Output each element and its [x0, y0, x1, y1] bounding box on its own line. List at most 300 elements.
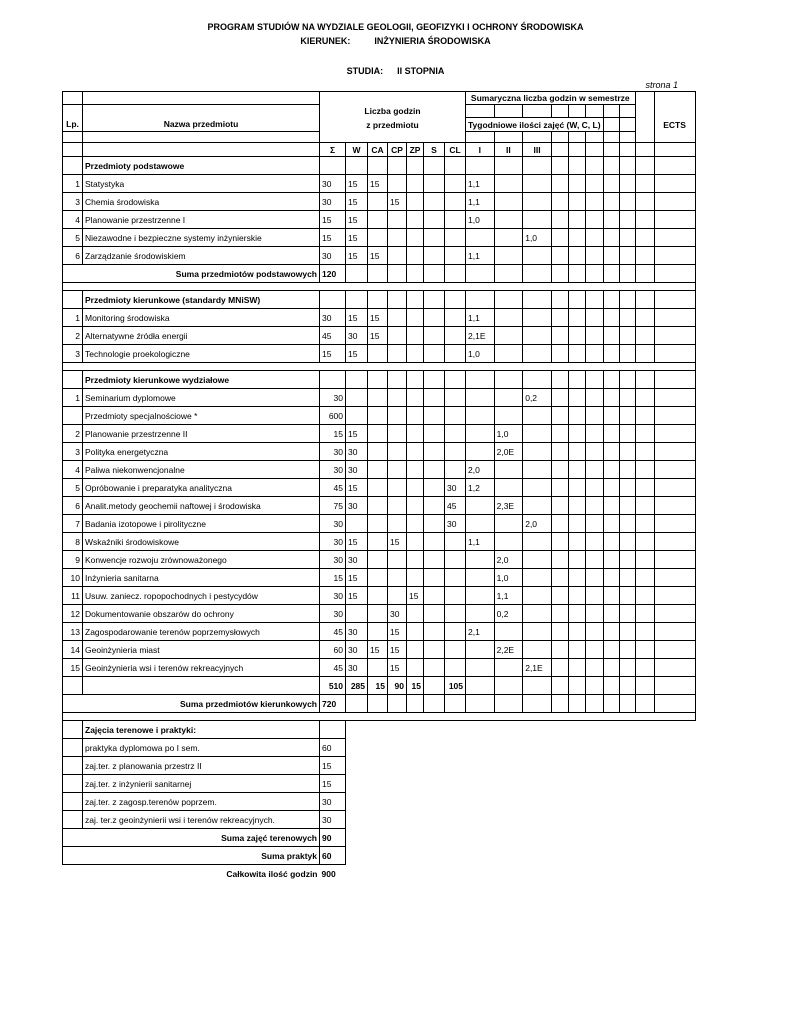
- grand-total-label: Całkowita ilość godzin: [226, 868, 318, 879]
- empty-cell: [654, 407, 695, 425]
- hours-cell: [445, 623, 466, 641]
- hours-cell: 30: [320, 461, 346, 479]
- field-of-study-value: INŻYNIERIA ŚRODOWISKA: [374, 36, 491, 46]
- semester-cell: 1,0: [523, 229, 552, 247]
- empty-cell: [63, 371, 83, 389]
- hours-cell: 30: [346, 327, 368, 345]
- semester-cell: [466, 497, 495, 515]
- hours-cell: [424, 229, 445, 247]
- hours-cell: 30: [320, 309, 346, 327]
- total-value: 510: [320, 677, 346, 695]
- semester-cell: [523, 211, 552, 229]
- semester-cell: 1,0: [494, 425, 523, 443]
- section-header-row: [63, 157, 696, 175]
- hours-cell: 600: [320, 407, 346, 425]
- empty-cell: [569, 407, 586, 425]
- empty-cell: [466, 695, 495, 713]
- hours-cell: [407, 641, 424, 659]
- semester-cell: 1,1: [494, 587, 523, 605]
- hours-cell: [445, 345, 466, 363]
- course-number: 6: [63, 497, 83, 515]
- course-name: Seminarium dyplomowe: [83, 389, 320, 407]
- hours-cell: [424, 327, 445, 345]
- empty-cell: [585, 309, 603, 327]
- spacer-cell: [63, 283, 696, 291]
- empty-cell: [635, 371, 654, 389]
- empty-cell: [585, 175, 603, 193]
- empty-cell: [494, 695, 523, 713]
- hours-cell: [445, 389, 466, 407]
- hours-cell: [424, 247, 445, 265]
- empty-cell: [585, 265, 603, 283]
- empty-cell: [445, 291, 466, 309]
- hours-cell: 30: [320, 551, 346, 569]
- empty-cell: [424, 371, 445, 389]
- field-practice-row: [63, 739, 696, 757]
- empty-cell: [585, 443, 603, 461]
- empty-cell: [654, 497, 695, 515]
- empty-cell: [551, 623, 569, 641]
- empty-cell: [585, 497, 603, 515]
- hours-cell: [407, 479, 424, 497]
- empty-cell: [654, 193, 695, 211]
- empty-cell: [445, 371, 466, 389]
- hours-cell: [388, 461, 407, 479]
- field-of-study: [0, 36, 791, 46]
- empty-cell: [551, 641, 569, 659]
- empty-cell: [635, 425, 654, 443]
- semester-cell: [494, 533, 523, 551]
- course-number: 5: [63, 479, 83, 497]
- empty-cell: [569, 515, 586, 533]
- section-title: Przedmioty kierunkowe (standardy MNiSW): [83, 291, 320, 309]
- empty-cell: [569, 551, 586, 569]
- course-name: Geoinżynieria wsi i terenów rekreacyjnych: [83, 659, 320, 677]
- empty-cell: [603, 677, 619, 695]
- empty-cell: [619, 659, 635, 677]
- blank-area: [346, 829, 696, 847]
- empty-cell: [603, 425, 619, 443]
- empty-cell: [551, 677, 569, 695]
- empty-cell: [424, 291, 445, 309]
- empty-cell: [569, 309, 586, 327]
- empty-cell: [635, 497, 654, 515]
- hours-cell: [424, 443, 445, 461]
- empty-cell: [603, 211, 619, 229]
- hours-cell: [445, 425, 466, 443]
- empty-cell: [569, 265, 586, 283]
- empty-cell: [551, 157, 569, 175]
- empty-cell: [551, 309, 569, 327]
- empty-cell: [569, 229, 586, 247]
- course-number: 1: [63, 175, 83, 193]
- hours-cell: [388, 345, 407, 363]
- blank-area: [346, 775, 696, 793]
- empty-cell: [585, 407, 603, 425]
- empty-cell: [654, 461, 695, 479]
- semester-cell: [494, 515, 523, 533]
- hours-cell: 15: [346, 345, 368, 363]
- empty-cell: [603, 229, 619, 247]
- course-number: 9: [63, 551, 83, 569]
- hours-cell: [445, 407, 466, 425]
- empty-cell: [635, 515, 654, 533]
- blank-area: [346, 793, 696, 811]
- empty-cell: [603, 461, 619, 479]
- hours-cell: 15: [368, 327, 388, 345]
- hours-cell: [368, 569, 388, 587]
- hours-cell: [388, 309, 407, 327]
- empty-cell: [585, 345, 603, 363]
- hours-cell: [424, 175, 445, 193]
- course-number: 3: [63, 345, 83, 363]
- empty-cell: [569, 479, 586, 497]
- empty-cell: [619, 695, 635, 713]
- hours-cell: [407, 605, 424, 623]
- course-row: [63, 569, 696, 587]
- semester-cell: [466, 407, 495, 425]
- course-name: Alternatywne źródła energii: [83, 327, 320, 345]
- hours-cell: 45: [320, 623, 346, 641]
- empty-cell: [603, 533, 619, 551]
- empty-cell: [585, 211, 603, 229]
- hours-cell: 30: [346, 443, 368, 461]
- field-practice-row: [63, 811, 696, 829]
- hours-cell: 30: [346, 551, 368, 569]
- hours-cell: 15: [368, 641, 388, 659]
- course-name: Statystyka: [83, 175, 320, 193]
- semester-cell: [466, 515, 495, 533]
- study-level-value: II STOPNIA: [397, 66, 445, 76]
- semester-cell: 1,1: [466, 175, 495, 193]
- hours-cell: [424, 623, 445, 641]
- hours-cell: 30: [346, 659, 368, 677]
- empty-cell: [466, 157, 495, 175]
- empty-cell: [585, 389, 603, 407]
- empty-cell: [569, 677, 586, 695]
- empty-cell: [551, 479, 569, 497]
- hours-cell: 15: [388, 193, 407, 211]
- empty-cell: [585, 425, 603, 443]
- empty-cell: [603, 695, 619, 713]
- empty-cell: [63, 157, 83, 175]
- hours-cell: [445, 443, 466, 461]
- hours-cell: 75: [320, 497, 346, 515]
- hours-cell: [445, 247, 466, 265]
- hours-cell: 15: [346, 587, 368, 605]
- empty-cell: [635, 533, 654, 551]
- hours-cell: 30: [320, 605, 346, 623]
- practice-hours: 60: [320, 739, 346, 757]
- hours-cell: [407, 623, 424, 641]
- semester-cell: [466, 605, 495, 623]
- hours-cell: 30: [320, 533, 346, 551]
- course-number: 1: [63, 309, 83, 327]
- semester-cell: 2,0: [494, 551, 523, 569]
- hours-cell: 15: [368, 175, 388, 193]
- hours-cell: [368, 443, 388, 461]
- hours-cell: [424, 425, 445, 443]
- empty-cell: [569, 443, 586, 461]
- header-row-4: [63, 132, 696, 143]
- course-row: [63, 327, 696, 345]
- course-name: Analit.metody geochemii naftowej i środowiska: [83, 497, 320, 515]
- empty-cell: [603, 371, 619, 389]
- course-row: [63, 389, 696, 407]
- hours-cell: 15: [320, 211, 346, 229]
- section-title: Przedmioty podstawowe: [83, 157, 320, 175]
- empty-cell: [635, 461, 654, 479]
- hours-cell: 15: [346, 479, 368, 497]
- hours-cell: [407, 497, 424, 515]
- course-row: [63, 443, 696, 461]
- course-row: [63, 623, 696, 641]
- course-number: 6: [63, 247, 83, 265]
- hours-cell: [388, 229, 407, 247]
- empty-cell: [368, 265, 388, 283]
- hours-cell: 30: [346, 641, 368, 659]
- empty-cell: [585, 569, 603, 587]
- hours-cell: 15: [346, 309, 368, 327]
- hours-cell: [388, 515, 407, 533]
- course-number: 3: [63, 193, 83, 211]
- course-row: [63, 461, 696, 479]
- practice-hours: 30: [320, 793, 346, 811]
- hours-cell: [368, 425, 388, 443]
- empty-cell: [388, 695, 407, 713]
- hours-cell: 30: [320, 587, 346, 605]
- semester-cell: 2,0E: [494, 443, 523, 461]
- semester-cell: [523, 461, 552, 479]
- empty-cell: [569, 175, 586, 193]
- semester-cell: [466, 641, 495, 659]
- semester-cell: [466, 551, 495, 569]
- empty-cell: [635, 659, 654, 677]
- empty-cell: [569, 623, 586, 641]
- course-name: Dokumentowanie obszarów do ochrony: [83, 605, 320, 623]
- hours-cell: [407, 659, 424, 677]
- semester-cell: [494, 309, 523, 327]
- empty-cell: [635, 623, 654, 641]
- course-number: 15: [63, 659, 83, 677]
- hours-cell: [407, 407, 424, 425]
- empty-cell: [619, 425, 635, 443]
- column-codes-row: [63, 143, 696, 157]
- empty-cell: [635, 551, 654, 569]
- hours-cell: [407, 327, 424, 345]
- hours-cell: [388, 389, 407, 407]
- hours-cell: [424, 551, 445, 569]
- semester-cell: 1,1: [466, 247, 495, 265]
- field-practice-row: [63, 757, 696, 775]
- empty-cell: [585, 605, 603, 623]
- empty-cell: [619, 551, 635, 569]
- hours-cell: [388, 327, 407, 345]
- hours-cell: 15: [368, 247, 388, 265]
- hours-cell: [407, 389, 424, 407]
- semester-cell: 1,0: [494, 569, 523, 587]
- semester-cell: [523, 425, 552, 443]
- total-value: 105: [445, 677, 466, 695]
- hours-cell: [407, 425, 424, 443]
- empty-cell: [551, 425, 569, 443]
- semester-cell: 1,0: [466, 211, 495, 229]
- semester-cell: [466, 389, 495, 407]
- hours-cell: [407, 309, 424, 327]
- section-title: Zajęcia terenowe i praktyki:: [83, 721, 320, 739]
- empty-cell: [654, 551, 695, 569]
- empty-cell: [466, 265, 495, 283]
- empty-cell: [551, 461, 569, 479]
- hours-cell: [368, 497, 388, 515]
- empty-cell: [619, 605, 635, 623]
- empty-cell: [63, 757, 83, 775]
- semester-cell: [466, 425, 495, 443]
- empty-cell: [635, 641, 654, 659]
- course-name: Technologie proekologiczne: [83, 345, 320, 363]
- hours-cell: [424, 569, 445, 587]
- sum-row: [63, 265, 696, 283]
- sum-label: Suma przedmiotów podstawowych: [63, 265, 320, 283]
- hours-cell: [424, 641, 445, 659]
- empty-cell: [445, 695, 466, 713]
- empty-cell: [635, 229, 654, 247]
- empty-cell: [569, 659, 586, 677]
- empty-cell: [585, 533, 603, 551]
- empty-cell: [63, 721, 83, 739]
- semester-cell: [494, 211, 523, 229]
- course-name: Zagospodarowanie terenów poprzemysłowych: [83, 623, 320, 641]
- hours-cell: 15: [346, 425, 368, 443]
- course-name: Inżynieria sanitarna: [83, 569, 320, 587]
- empty-cell: [368, 157, 388, 175]
- empty-cell: [603, 345, 619, 363]
- hours-cell: [445, 193, 466, 211]
- hours-cell: [424, 479, 445, 497]
- empty-cell: [569, 345, 586, 363]
- hours-cell: [445, 461, 466, 479]
- hours-cell: [424, 533, 445, 551]
- empty-cell: [635, 389, 654, 407]
- course-number: 8: [63, 533, 83, 551]
- semester-cell: [523, 327, 552, 345]
- semester-cell: [523, 641, 552, 659]
- empty-cell: [63, 677, 83, 695]
- hours-cell: [346, 515, 368, 533]
- empty-cell: [654, 443, 695, 461]
- empty-cell: [603, 515, 619, 533]
- blank-area: [346, 865, 696, 883]
- empty-cell: [523, 371, 552, 389]
- empty-cell: [585, 247, 603, 265]
- empty-cell: [551, 497, 569, 515]
- empty-cell: [654, 327, 695, 345]
- ects-header: ECTS: [654, 118, 695, 132]
- hours-cell: 15: [346, 193, 368, 211]
- hours-cell: [388, 479, 407, 497]
- empty-cell: [654, 309, 695, 327]
- col-sem-2: II: [494, 143, 523, 157]
- empty-cell: [603, 641, 619, 659]
- section-header-row: [63, 371, 696, 389]
- hours-cell: [424, 659, 445, 677]
- empty-cell: [346, 265, 368, 283]
- course-row: [63, 407, 696, 425]
- empty-cell: [654, 175, 695, 193]
- col-cp: CP: [388, 143, 407, 157]
- empty-cell: [551, 247, 569, 265]
- empty-cell: [424, 265, 445, 283]
- hours-cell: [424, 587, 445, 605]
- semester-cell: [494, 461, 523, 479]
- empty-cell: [619, 309, 635, 327]
- empty-cell: [551, 345, 569, 363]
- empty-cell: [346, 695, 368, 713]
- section-title: Przedmioty kierunkowe wydziałowe: [83, 371, 320, 389]
- empty-cell: [603, 157, 619, 175]
- empty-cell: [619, 327, 635, 345]
- semester-cell: 1,0: [466, 345, 495, 363]
- course-name: Planowanie przestrzenne II: [83, 425, 320, 443]
- course-name: Geoinżynieria miast: [83, 641, 320, 659]
- hours-cell: [424, 309, 445, 327]
- empty-cell: [346, 157, 368, 175]
- empty-cell: [654, 157, 695, 175]
- empty-cell: [569, 461, 586, 479]
- empty-cell: [523, 265, 552, 283]
- course-name: Badania izotopowe i pirolityczne: [83, 515, 320, 533]
- semester-cell: [466, 587, 495, 605]
- empty-cell: [83, 677, 320, 695]
- empty-cell: [494, 265, 523, 283]
- empty-cell: [654, 479, 695, 497]
- empty-cell: [635, 605, 654, 623]
- empty-cell: [523, 677, 552, 695]
- hours-cell: 15: [346, 229, 368, 247]
- course-name: Zarządzanie środowiskiem: [83, 247, 320, 265]
- empty-cell: [407, 157, 424, 175]
- empty-cell: [635, 211, 654, 229]
- empty-cell: [654, 677, 695, 695]
- empty-cell: [619, 211, 635, 229]
- hours-cell: [407, 443, 424, 461]
- hours-cell: 15: [388, 641, 407, 659]
- course-number: 12: [63, 605, 83, 623]
- empty-cell: [551, 389, 569, 407]
- course-row: [63, 425, 696, 443]
- semester-cell: [523, 623, 552, 641]
- empty-cell: [63, 793, 83, 811]
- empty-cell: [407, 695, 424, 713]
- empty-cell: [635, 157, 654, 175]
- empty-cell: [320, 371, 346, 389]
- hours-cell: [407, 345, 424, 363]
- section-header-row: [63, 721, 696, 739]
- course-number: [63, 407, 83, 425]
- practice-name: zaj. ter.z geoinżynierii wsi i terenów rekreacyjnych.: [83, 811, 320, 829]
- semester-cell: 0,2: [523, 389, 552, 407]
- empty-cell: [619, 461, 635, 479]
- empty-cell: [569, 569, 586, 587]
- course-row: [63, 211, 696, 229]
- empty-cell: [551, 533, 569, 551]
- hours-cell: [445, 309, 466, 327]
- hours-cell: 45: [320, 659, 346, 677]
- empty-cell: [585, 677, 603, 695]
- hours-cell: [445, 175, 466, 193]
- empty-cell: [466, 677, 495, 695]
- course-row: [63, 533, 696, 551]
